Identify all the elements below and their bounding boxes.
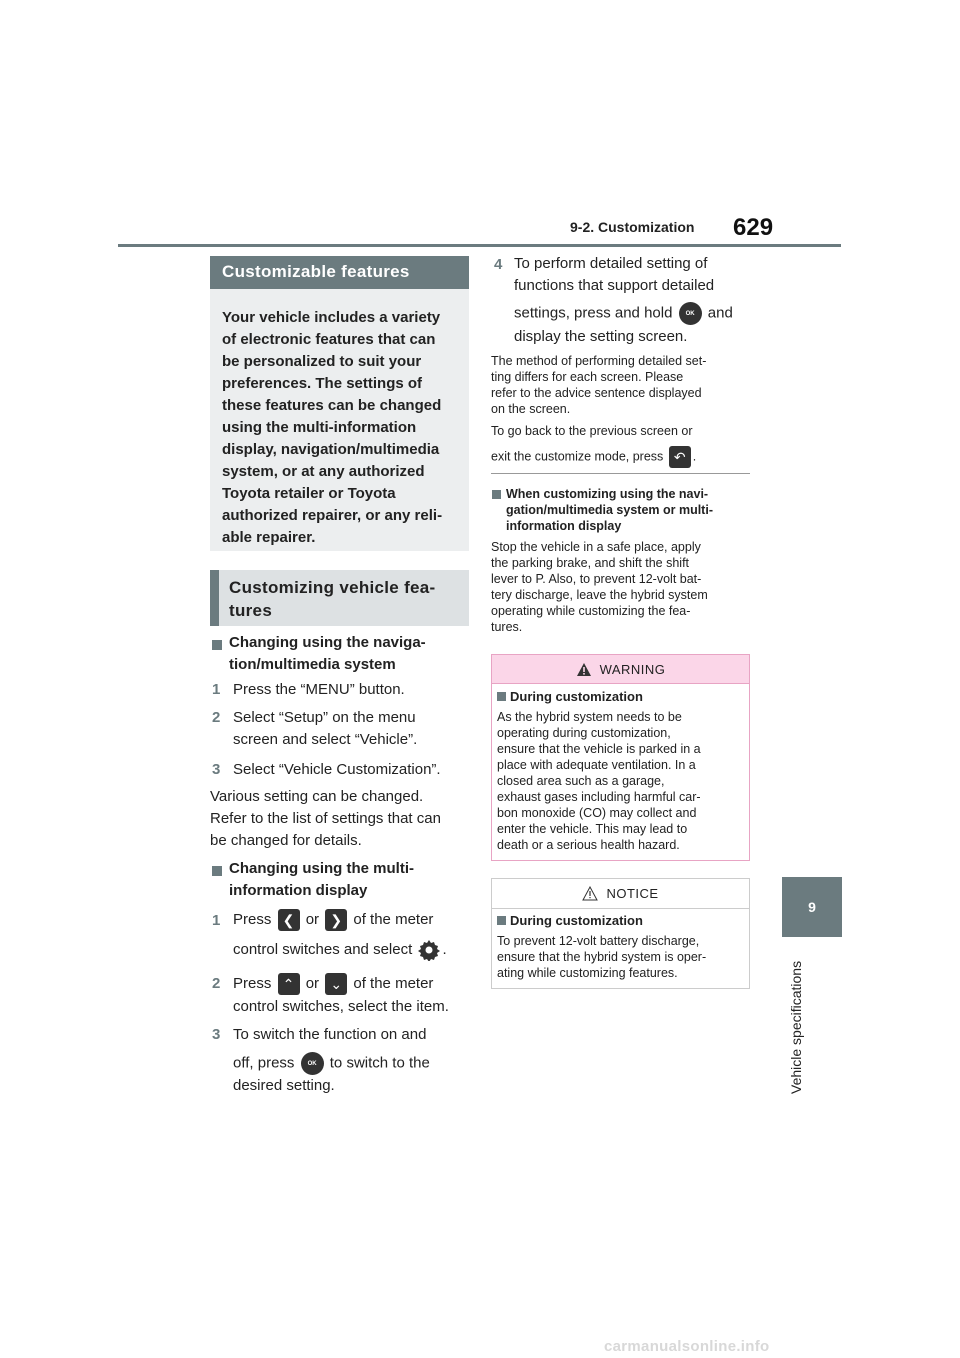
paragraph-line: tures.: [491, 620, 523, 634]
step-text: display the setting screen.: [514, 328, 688, 345]
heading-line: Customizing vehicle fea-: [229, 578, 436, 597]
step-text: Select “Vehicle Customization”.: [233, 761, 441, 778]
step-number: 1: [212, 912, 221, 929]
paragraph: [210, 786, 441, 852]
divider: [491, 473, 750, 474]
up-arrow-icon: ⌃: [278, 973, 300, 995]
section-title: 9-2. Customization: [570, 219, 695, 235]
intro-line: display, navigation/multimedia: [222, 441, 440, 458]
step-text: [233, 939, 447, 961]
step-word: to switch to the: [329, 1054, 430, 1072]
note: To go back to the previous screen or: [491, 424, 693, 438]
subheading-navigation: [229, 632, 426, 676]
warning-line: operating during customization,: [497, 726, 671, 740]
note-line: on the screen.: [491, 402, 571, 416]
ok-button-icon: OK: [679, 302, 702, 325]
subheading-line: When customizing using the navi-: [506, 487, 709, 501]
page-number: 629: [733, 214, 774, 241]
warning-line: bon monoxide (CO) may collect and: [497, 806, 697, 820]
step-word: control switches and select: [233, 941, 413, 958]
warning-line: exhaust gases including harmful car-: [497, 790, 701, 804]
notice-line: ating while customizing features.: [497, 966, 678, 980]
step-line: Select “Setup” on the menu: [233, 709, 416, 726]
step-text: [514, 253, 714, 297]
step-text: Press the “MENU” button.: [233, 681, 405, 698]
chapter-label-text: Vehicle specifications: [788, 960, 804, 1094]
subheading-when-customizing: [506, 486, 713, 534]
step-text: [233, 909, 433, 931]
step-text: [233, 707, 417, 751]
ok-button-icon: OK: [301, 1052, 324, 1075]
intro-line: of electronic features that can: [222, 331, 436, 348]
step-line: To perform detailed setting of: [514, 255, 708, 272]
step-word: of the meter: [353, 975, 434, 992]
step-number: 4: [494, 256, 503, 273]
chapter-tab: 9: [782, 877, 842, 937]
note-word: exit the customize mode, press: [491, 449, 664, 464]
warning-line: closed area such as a garage,: [497, 774, 665, 788]
step-number: 2: [212, 709, 221, 726]
intro-line: authorized repairer, or any reli-: [222, 507, 443, 524]
warning-line: place with adequate ventilation. In a: [497, 758, 696, 772]
step-word: or: [305, 911, 320, 928]
paragraph-line: operating while customizing the fea-: [491, 604, 691, 618]
intro-line: using the multi-information: [222, 419, 417, 436]
step-text: [514, 302, 733, 325]
paragraph-line: Refer to the list of settings that can: [210, 810, 441, 827]
paragraph: [491, 539, 708, 635]
step-word: and: [707, 304, 733, 322]
subheading-line: information display: [229, 882, 368, 899]
step-word: Press: [233, 975, 272, 992]
intro-line: Toyota retailer or Toyota: [222, 485, 396, 502]
step-word: off, press: [233, 1054, 295, 1072]
back-icon: ↶: [669, 446, 691, 468]
note-word: .: [692, 449, 697, 464]
step-number: 2: [212, 975, 221, 992]
subheading-line: Changing using the multi-: [229, 860, 414, 877]
bullet-square: [212, 866, 222, 876]
left-arrow-icon: ❮: [278, 909, 300, 931]
warning-line: death or a serious health hazard.: [497, 838, 680, 852]
bullet-square: [497, 916, 506, 925]
gear-icon: [418, 939, 440, 961]
right-arrow-icon: ❯: [325, 909, 347, 931]
step-word: settings, press and hold: [514, 304, 673, 322]
warning-icon: [576, 662, 592, 677]
note-line: ting differs for each screen. Please: [491, 370, 684, 384]
notice-body: [497, 933, 742, 981]
note: [491, 353, 706, 417]
step-word: of the meter: [353, 911, 434, 928]
warning-subheading: [497, 689, 643, 704]
subheading-multi-info: [229, 858, 414, 902]
step-number: 3: [212, 761, 221, 778]
intro-box: [210, 289, 469, 551]
note-line: refer to the advice sentence displayed: [491, 386, 702, 400]
notice-header: [492, 879, 749, 909]
intro-line: system, or at any authorized: [222, 463, 425, 480]
bullet-square: [497, 692, 506, 701]
warning-box: [491, 654, 750, 861]
note-line: The method of performing detailed set-: [491, 354, 707, 368]
subheading-line: Changing using the naviga-: [229, 634, 426, 651]
intro-line: preferences. The settings of: [222, 375, 423, 392]
subheading-line: tion/multimedia system: [229, 656, 396, 673]
paragraph-line: Various setting can be changed.: [210, 788, 424, 805]
step-word: or: [305, 975, 320, 992]
warning-header: [492, 655, 749, 684]
step-line: functions that support detailed: [514, 277, 715, 294]
step-word: .: [442, 941, 447, 958]
step-text: desired setting.: [233, 1077, 335, 1094]
watermark: carmanualsonline.info: [604, 1338, 770, 1355]
notice-subheading: [497, 913, 643, 928]
chapter-label: [786, 944, 806, 1094]
notice-line: ensure that the hybrid system is oper-: [497, 950, 707, 964]
heading-customizing-vehicle-features: [210, 570, 469, 626]
subheading-line: information display: [506, 519, 622, 533]
step-text: [233, 1052, 430, 1075]
heading-line: tures: [229, 601, 273, 620]
step-text: control switches, select the item.: [233, 998, 449, 1015]
step-number: 1: [212, 681, 221, 698]
warning-line: ensure that the vehicle is parked in a: [497, 742, 701, 756]
notice-subheading-text: During customization: [510, 913, 643, 928]
bullet-square: [212, 640, 222, 650]
warning-line: enter the vehicle. This may lead to: [497, 822, 688, 836]
step-word: Press: [233, 911, 272, 928]
intro-line: Your vehicle includes a variety: [222, 309, 441, 326]
paragraph-line: tery discharge, leave the hybrid system: [491, 588, 708, 602]
warning-body: [497, 709, 742, 853]
step-number: 3: [212, 1026, 221, 1043]
step-text: [233, 973, 433, 995]
down-arrow-icon: ⌄: [325, 973, 347, 995]
notice-line: To prevent 12-volt battery discharge,: [497, 934, 700, 948]
notice-box: [491, 878, 750, 989]
heading-customizable-features: Customizable features: [210, 256, 469, 289]
paragraph-line: the parking brake, and shift the shift: [491, 556, 690, 570]
paragraph-line: Stop the vehicle in a safe place, apply: [491, 540, 701, 554]
subheading-line: gation/multimedia system or multi-: [506, 503, 713, 517]
warning-title: WARNING: [599, 661, 666, 677]
caution-icon: [582, 886, 598, 901]
paragraph-line: be changed for details.: [210, 832, 362, 849]
step-text: To switch the function on and: [233, 1026, 427, 1043]
step-line: screen and select “Vehicle”.: [233, 731, 418, 748]
note: [491, 446, 696, 468]
bullet-square: [492, 490, 501, 499]
intro-line: able repairer.: [222, 529, 316, 546]
warning-line: As the hybrid system needs to be: [497, 710, 682, 724]
warning-subheading-text: During customization: [510, 689, 643, 704]
header-divider: [118, 244, 841, 247]
notice-title: NOTICE: [606, 886, 659, 901]
intro-line: these features can be changed: [222, 397, 442, 414]
intro-line: be personalized to suit your: [222, 353, 422, 370]
paragraph-line: lever to P. Also, to prevent 12-volt bat-: [491, 572, 702, 586]
